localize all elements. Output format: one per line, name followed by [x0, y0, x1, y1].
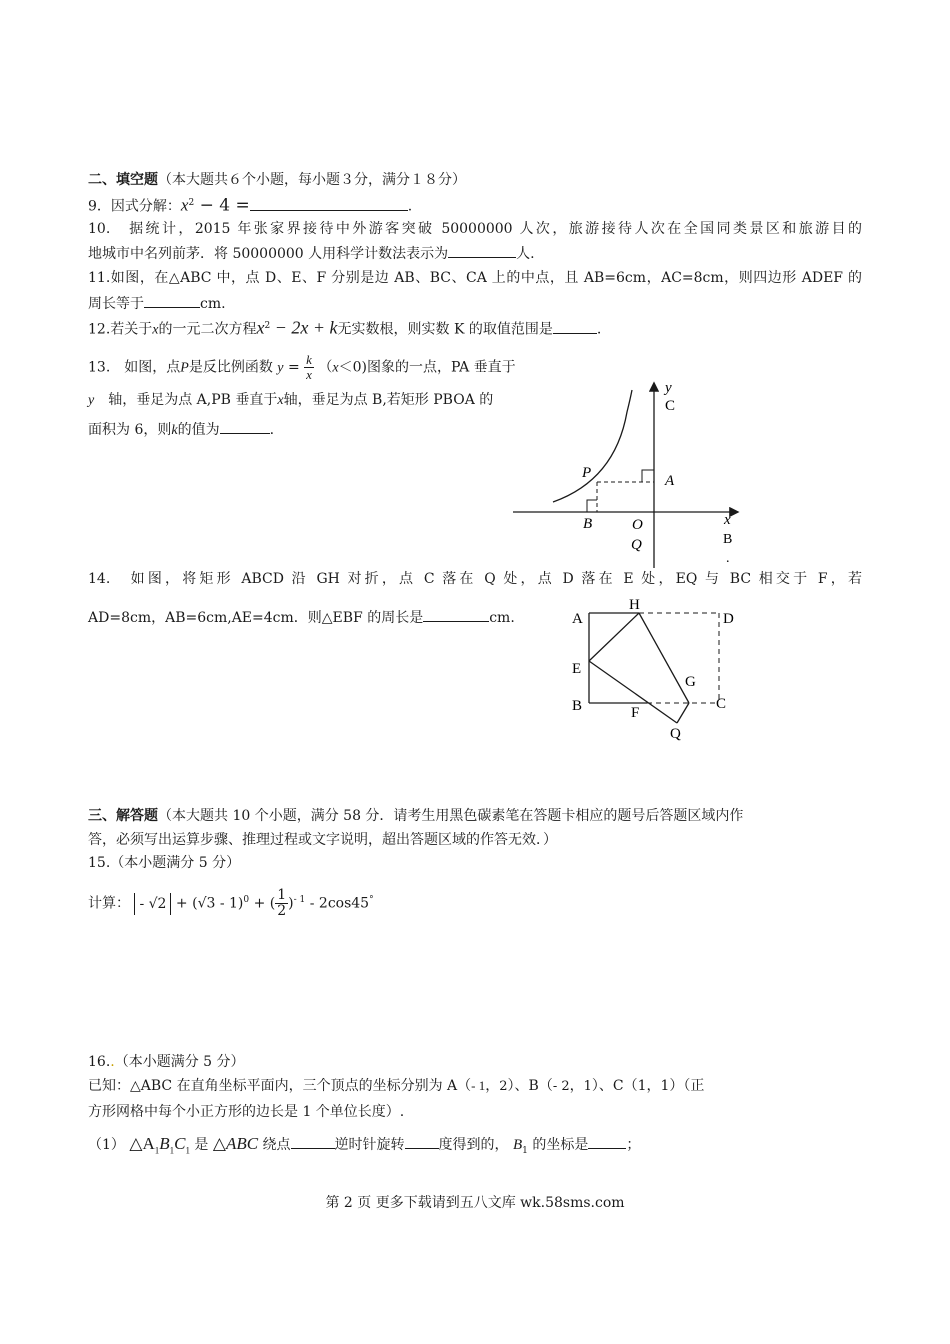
- q14-line2: [88, 607, 515, 628]
- q16-title: [88, 1052, 245, 1072]
- label-q: Q: [670, 726, 681, 742]
- q16-b1: B: [512, 1137, 523, 1153]
- q9-expr-rest: − 4 =: [194, 195, 250, 216]
- q16-blank-angle[interactable]: [405, 1134, 439, 1149]
- q11-line2: [88, 293, 226, 314]
- q15-fraction: [275, 888, 288, 919]
- label-a: A: [572, 611, 583, 627]
- label-f: F: [631, 705, 640, 721]
- segment-hg: [639, 613, 689, 703]
- q16-line1-a: 已知：△ABC 在直角坐标平面内，三个顶点的坐标分别为 A（: [88, 1078, 472, 1094]
- q15-degree: °: [369, 895, 374, 905]
- q16-p1-a: （1）: [88, 1137, 125, 1153]
- q16-blank-coord[interactable]: [588, 1134, 626, 1149]
- label-o: O: [632, 517, 643, 533]
- q12-eq-pow: 2: [264, 321, 271, 331]
- label-q: Q: [631, 537, 642, 553]
- label-b-extra: B: [723, 532, 733, 547]
- q10-line1: 10. 据统计，2015 年张家界接待中外游客突破 50000000 人次，旅游接待人次在全国同类景区和旅游目的: [88, 221, 862, 237]
- label-g: G: [685, 674, 696, 690]
- q15-sqrt3-term: + (√3 - 1): [175, 895, 244, 912]
- label-y: y: [665, 380, 672, 396]
- section-2-heading: [88, 170, 466, 190]
- q15-prefix: 计算：: [88, 895, 130, 912]
- q16-tri1: [129, 1134, 190, 1156]
- label-dot: .: [726, 551, 730, 566]
- q16-a-y: 2: [499, 1079, 508, 1094]
- label-a: A: [665, 473, 675, 489]
- q16-tri1-sub3: 1: [185, 1145, 190, 1156]
- q16-tri1-c: C: [174, 1134, 186, 1153]
- q16-tri1-sub1: 1: [154, 1145, 160, 1156]
- label-b: B: [583, 516, 593, 532]
- section-3-heading: [88, 806, 743, 826]
- q13-line3-b: 的值为: [177, 422, 220, 438]
- q16-comma1: ，: [485, 1078, 500, 1094]
- q13-line3-a: 面积为 6，则: [88, 422, 172, 438]
- segment-qg: [677, 703, 689, 723]
- q13-cond-x: x: [332, 360, 339, 376]
- q16-b-x: - 2: [552, 1079, 570, 1094]
- q9-expr-pow: 2: [188, 198, 195, 208]
- q16-p1-f: 的坐标是: [532, 1137, 589, 1153]
- page-footer: 第 2 页 更多下载请到五八文库 wk.58sms.com: [325, 1195, 625, 1211]
- q12-c: 无实数根，则实数 K 的取值范围是: [337, 321, 553, 338]
- q16-comma2: ，: [569, 1078, 584, 1094]
- question-9: [88, 193, 412, 217]
- q13-answer-blank[interactable]: [220, 419, 270, 434]
- q16-line1: [88, 1076, 704, 1097]
- q10-line2-a: 地城市中名列前茅．将 50000000 人用科学计数法表示为: [88, 246, 449, 262]
- q16-blank-point[interactable]: [291, 1134, 335, 1149]
- q12-eq-rest: − 2x + k: [270, 317, 338, 338]
- q15-close-paren: ): [288, 895, 294, 912]
- q13-frac-den: x: [306, 367, 312, 382]
- hyperbola-curve: [553, 390, 632, 502]
- q16-title-a: 16.: [88, 1054, 111, 1070]
- q14-line1: 14. 如图，将矩形 ABCD 沿 GH 对折，点 C 落在 Q 处，点 D 落在 E 处，EQ 与 BC 相交于 F，若: [88, 571, 862, 587]
- q9-answer-blank[interactable]: [250, 196, 408, 211]
- q15-frac-num: 1: [277, 887, 287, 904]
- figure-13: [505, 372, 755, 572]
- q13-p: P: [180, 360, 189, 376]
- q16-tri1-sub2: 1: [169, 1145, 175, 1156]
- q16-p1-g: ；: [626, 1137, 641, 1153]
- right-angle-a: [642, 470, 654, 482]
- q13-line3-c: .: [269, 422, 275, 438]
- q16-part1: [88, 1132, 640, 1163]
- q11-line1: 11.如图，在△ABC 中，点 D、E、F 分别是边 AB、BC、CA 上的中点，且 AB=6cm，AC=8cm，则四边形 ADEF 的: [88, 270, 862, 286]
- section-3-line2: 答，必须写出运算步骤、推理过程或文字说明，超出答题区域的作答无效．）: [88, 832, 557, 848]
- q12-b: 的一元二次方程: [158, 321, 257, 338]
- q13-y: y: [277, 360, 284, 376]
- label-c: C: [665, 398, 676, 414]
- question-13: [88, 353, 516, 382]
- q16-line1-b: ）、B（: [507, 1078, 553, 1094]
- section-2-title: 二、填空题: [88, 172, 158, 188]
- q16-p1-b: 是: [194, 1137, 209, 1153]
- label-b: B: [572, 698, 583, 714]
- q11-line2-b: cm.: [200, 296, 226, 312]
- q9-prefix: 9．因式分解：: [88, 198, 181, 215]
- label-p: P: [582, 465, 592, 481]
- q16-tri1-a: △A: [129, 1134, 155, 1153]
- section-3-title: 三、解答题: [88, 808, 158, 824]
- label-d: D: [723, 611, 734, 627]
- q15-title: 15.（本小题满分 5 分）: [88, 855, 241, 871]
- question-12: [88, 316, 601, 341]
- segment-eh: [589, 613, 639, 661]
- q16-tri1-b: B: [159, 1134, 170, 1153]
- q13-line2-a: 轴，垂足为点 A,PB 垂直于: [94, 392, 278, 408]
- q12-answer-blank[interactable]: [553, 319, 597, 334]
- q15-cos-term: - 2cos45: [309, 895, 370, 912]
- q9-tail: .: [407, 198, 413, 215]
- q13-line2-b: 轴，垂足为点 B,若矩形 PBOA 的: [283, 392, 494, 408]
- q16-tri2: △ABC: [212, 1134, 259, 1153]
- q13-a: 13. 如图，点: [88, 359, 181, 376]
- q12-a: 12.若关于: [88, 321, 153, 338]
- q13-line2-x: x: [277, 393, 284, 408]
- q15-open-paren: + (: [253, 895, 276, 912]
- q16-p1-c: 绕点: [262, 1137, 291, 1153]
- q16-b-y: 1: [583, 1079, 592, 1094]
- label-e: E: [572, 661, 582, 677]
- q16-b1-sub: 1: [522, 1145, 528, 1156]
- q10-line2-b: 人.: [516, 246, 535, 262]
- q15-abs-sqrt2: - √2: [134, 893, 171, 915]
- section-3-desc: （本大题共 10 个小题，满分 58 分．请考生用黑色碳素笔在答题卡相应的题号后答题区域内作: [158, 808, 744, 824]
- q15-pow-neg: - 1: [293, 895, 306, 905]
- q13-b: 是反比例函数: [188, 359, 273, 376]
- label-x: x: [724, 512, 731, 528]
- q15-pow0: 0: [243, 895, 250, 905]
- q13-frac-num: k: [306, 352, 312, 367]
- q14-line2-b: cm.: [489, 610, 515, 626]
- q16-title-b: （本小题满分 5 分）: [114, 1054, 245, 1070]
- q11-line2-a: 周长等于: [88, 296, 144, 312]
- q13-line3-k: k: [171, 423, 178, 438]
- q10-line2: [88, 243, 535, 264]
- q16-a-x: - 1: [471, 1078, 486, 1093]
- figure-14: [565, 595, 755, 745]
- label-c: C: [716, 696, 727, 712]
- q12-eq-x: x: [256, 317, 265, 338]
- section-2-desc: （本大题共６个小题，每小题３分，满分１８分）: [158, 172, 466, 188]
- q15-expression: [88, 885, 374, 919]
- q13-c: （: [318, 359, 333, 376]
- q16-line1-c: ）、C（1，1）（正: [591, 1078, 705, 1094]
- q13-line2: [88, 390, 493, 411]
- q12-d: .: [596, 321, 602, 338]
- label-h: H: [629, 597, 640, 613]
- q13-cond: ＜0)图象的一点，PA 垂直于: [338, 359, 516, 376]
- q14-line2-a: AD=8cm，AB=6cm,AE=4cm．则△EBF 的周长是: [88, 610, 424, 626]
- q16-line2: 方形网格中每个小正方形的边长是 1 个单位长度）.: [88, 1104, 405, 1120]
- q13-line2-y: y: [88, 393, 95, 408]
- q13-fraction: [304, 353, 314, 382]
- q14-answer-blank[interactable]: [423, 607, 489, 622]
- q13-eq: =: [287, 359, 300, 376]
- q16-p1-d: 逆时针旋转: [334, 1137, 405, 1153]
- q10-answer-blank[interactable]: [448, 243, 516, 258]
- q11-answer-blank[interactable]: [144, 293, 200, 308]
- q9-expr-x: x: [180, 195, 189, 215]
- right-angle-b: [587, 500, 597, 512]
- q13-line3: [88, 419, 274, 441]
- q16-title-dot: .: [110, 1054, 115, 1070]
- q16-p1-e: 度得到的，: [438, 1137, 509, 1153]
- q15-frac-den: 2: [277, 903, 287, 920]
- q12-var: x: [152, 322, 159, 338]
